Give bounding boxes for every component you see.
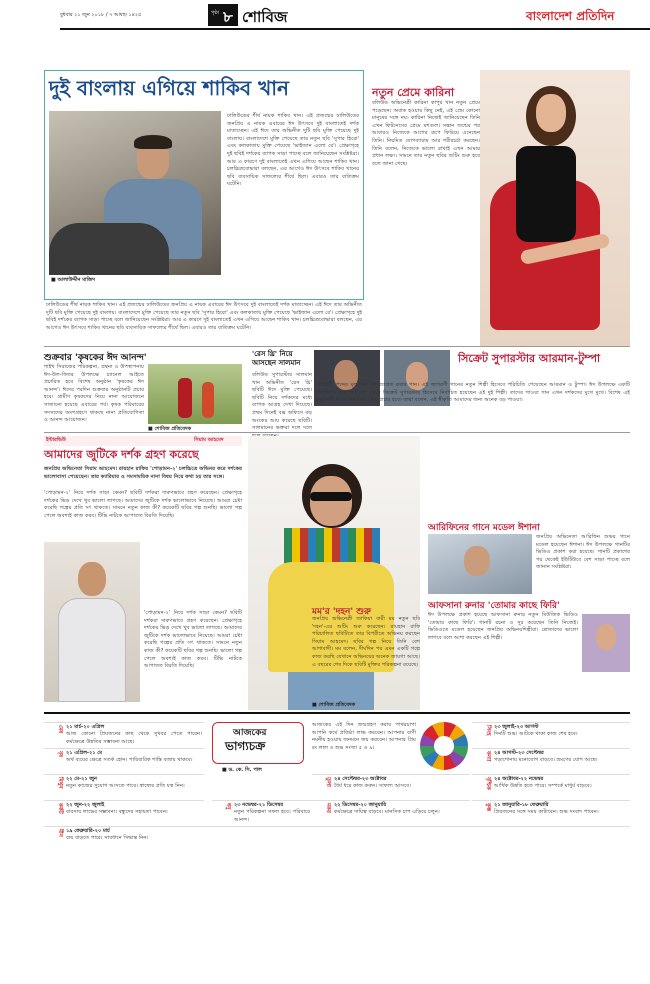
lead-body-lower: ঢালিউডের শীর্ষ নায়ক শাকিব খান। এই প্রজন্মের ঢালিউডের জনপ্রিয় এ নায়ক এবারের ঈদ উৎসবে দুই বাংলাতেই দর্শক মাতাচ্ছেন। এই ঈদে তার অভিনীত দুটি ছবি মুক্তি পেয়েছে দুই বাংলায়। বাংলাদেশে মুক্তি পেয়েছে তার নতুন ছবি 'সুপার হিরো' এবং কলকাতায় মুক্তি পেয়েছে 'ভাইজান এলো রে'। প্রেক্ষাগৃহে দুই ছবিই দর্শকের ব্যাপক সাড়া পাচ্ছে বলে জানিয়েছেন সংশ্লিষ্টরা। আর এ কারণে দুই বাংলাতেই এখন এগিয়ে আছেন শাকিব খান। চলচ্চিত্রবোদ্ধারা বলছেন, এর আগেও ঈদ উৎসবে শাকিব খানের ছবি ব্যবসায়িক সাফল্যের শীর্ষে ছিল। এবারও তার ব্যতিক্রম ঘটেনি।	[46, 302, 362, 331]
sign-name: বৃষ	[57, 751, 63, 758]
interview-kicker: ইন্টারভিউ	[46, 437, 66, 443]
sign-range: ২২ জুন-২২ জুলাই	[66, 802, 105, 808]
face-shape	[464, 546, 490, 576]
face-shape	[536, 94, 566, 132]
masthead	[0, 0, 650, 30]
sign-7	[312, 774, 470, 796]
kareena-photo	[480, 70, 630, 346]
suit-shape	[58, 598, 126, 702]
afsana-headline: আফসানা রুনার 'তোমার কাছে ফিরি'	[428, 601, 560, 611]
sign-text: নতুন পরিকল্পনা সফল হবে। পরিবারে আনন্দ।	[234, 809, 310, 823]
kareena-headline: নতুন প্রেমে কারিনা	[372, 86, 455, 99]
lead-photo	[49, 111, 221, 275]
sign-range: ২৪ সেপ্টেম্বর-২৩ অক্টোবর	[334, 776, 387, 782]
zodiac-wheel-icon	[420, 722, 468, 770]
sign-range: ২৩ নভেম্বর-২১ ডিসেম্বর	[234, 802, 284, 808]
sign-12	[44, 826, 630, 842]
sign-name: কুম্ভ	[485, 803, 491, 812]
lead-headline: দুই বাংলায় এগিয়ে শাকিব খান	[49, 76, 289, 100]
sign-name: কন্যা	[485, 751, 491, 762]
sign-name: মেষ	[57, 725, 63, 734]
sign-text: ধৈর্য ধরে কাজ করুন। সাফল্য আসবে।	[334, 783, 411, 789]
eid-headline: শুক্রবার 'কৃষকের ঈদ আনন্দ'	[44, 353, 147, 363]
sign-range: ২২ ডিসেম্বর-২০ জানুয়ারি	[334, 802, 387, 808]
sign-text: আর্থিক উন্নতি হতে পারে। সম্পর্কে মাধুর্য বাড়বে।	[494, 783, 592, 789]
sign-name: মকর	[325, 803, 331, 813]
salman-headline: 'রেস থ্রি' নিয়ে আসছেন সালমান	[252, 350, 301, 367]
face-shape	[78, 562, 106, 596]
divider	[44, 346, 630, 347]
kareena-story	[368, 70, 630, 346]
hair-shape	[134, 135, 172, 149]
secret-headline: সিক্রেট সুপারস্টার আরমান-টুম্পা	[458, 352, 601, 365]
mom-body: জনপ্রিয় অভিনেত্রী জাকিয়া বারী মম নতুন ছবি 'দহন'-এর শুটিং শুরু করেছেন। রায়হান রাফি পরিচালিত ছবিটিতে তার বিপরীতে অভিনয় করছেন সিয়াম আহমেদ। ছবির গল্প নিয়ে তিনি বেশ আশাবাদী। মম বলেন, দীর্ঘদিন পর এমন একটি গল্পে কাজ করছি যেখানে অভিনয়ের অনেক জায়গা আছে। এ বছরের শেষ দিকে ছবিটি মুক্তির পরিকল্পনা রয়েছে।	[312, 616, 420, 668]
interview-intro: জনপ্রিয় অভিনেতা সিয়াম আহমেদ। রায়হান রাফির 'পোড়ামন-২' চলচ্চিত্রে অভিনয় করে দর্শকের ভালোবাসা পেয়েছেন। তার ক্যারিয়ার ও সমসাময়িক নানা বিষয় নিয়ে কথা হয় তার সঙ্গে।	[44, 466, 242, 480]
masthead-rule	[60, 28, 650, 30]
sign-range: ২১ মার্চ-২০ এপ্রিল	[66, 724, 105, 730]
interview-body-lower: 'পোড়ামন-২' নিয়ে দর্শক সাড়া কেমন? ছবিটি দর্শকরা দারুণভাবে গ্রহণ করেছেন। প্রেক্ষাগৃহে দর্শকের ভিড় দেখে খুব ভালো লাগছে। আমাদের জুটিকে দর্শক ভালোভাবে নিয়েছে। আমরা চেষ্টা করেছি গল্পের প্রতি সৎ থাকতে। সামনে নতুন কাজ কী? কয়েকটি ছবির গল্প শুনছি। ভালো গল্প পেলে অবশ্যই কাজ করব। টিভি নাটকে আপাতত বিরতি দিয়েছি।	[144, 610, 242, 670]
dress-shape	[516, 146, 576, 242]
motorbike-shape	[49, 223, 169, 275]
sign-10	[312, 800, 470, 822]
sign-name: সিংহ	[485, 725, 491, 736]
salman-body: বলিউড সুপারস্টার সালমান খান অভিনীত 'রেস থ্রি' ছবিটি ঈদে মুক্তি পেয়েছে। ছবিটি নিয়ে দর্শকদের মধ্যে ব্যাপক আগ্রহ দেখা দিয়েছে। প্রথম দিনেই বক্স অফিসে বড় অংকের আয় করেছে ছবিটি। সালমানের ভক্তরা দলে দলে	[252, 372, 312, 432]
page-label: পৃষ্ঠা	[211, 10, 220, 16]
sign-range: ২১ এপ্রিল-২১ মে	[66, 750, 103, 756]
sign-text: নতুন কাজের সুযোগ আসতে পারে। স্বাস্থ্যের প্রতি যত্ন নিন।	[66, 783, 185, 789]
sign-text: অর্থ ব্যয়ের ক্ষেত্রে সতর্ক হোন। পারিবারিক শান্তি বজায় থাকবে।	[66, 757, 193, 763]
divider	[44, 432, 630, 433]
sign-text: প্রিয়জনের সঙ্গে সময় কাটাবেন। শুভ সংবাদ পাবেন।	[494, 809, 599, 815]
sign-name: কর্কট	[57, 803, 63, 814]
face-shape	[596, 624, 616, 650]
salman-story	[252, 350, 312, 432]
sign-text: আজ কোনো প্রিয়জনের কাছ থেকে সুখবর পেতে পারেন। কর্মক্ষেত্রে উন্নতির সম্ভাবনা আছে।	[66, 731, 202, 745]
interview-body: 'পোড়ামন-২' নিয়ে দর্শক সাড়া কেমন? ছবিটি দর্শকরা দারুণভাবে গ্রহণ করেছেন। প্রেক্ষাগৃহে দর্শকের ভিড় দেখে খুব ভালো লাগছে। আমাদের জুটিকে দর্শক ভালোভাবে নিয়েছে। আমরা চেষ্টা করেছি গল্পের প্রতি সৎ থাকতে। সামনে নতুন কাজ কী? কয়েকটি ছবির গল্প শুনছি। ভালো গল্প পেলে অবশ্যই কাজ করব। টিভি নাটকে আপাতত বিরতি দিয়েছি।	[44, 490, 242, 519]
horoscope-intro: আজকের এই দিন জন্মগ্রহণ করায় পাথরচাপা আপনি কর্মে প্রতিষ্ঠা লাভ করবেন। আপনার বাণী নমনীয় হওয়ায় জনমনে জয় করবেন। আপনার প্রিয় রং লাল ও শুভ সংখ্যা ৫ ও ৯।	[312, 722, 416, 751]
sign-2	[44, 748, 204, 770]
person-shape	[178, 378, 192, 418]
sign-text: ব্যয় বাড়তে পারে। সাবধানে সিদ্ধান্ত নিন।	[66, 835, 149, 841]
secret-body: 'জাগরণী' শব্দের মূল অর্থ হল জাগ্রত করার গান। এই জাগরণী গানের নতুন শিল্পী হিসেবে পরিচিতি পেয়েছেন আরমান ও টুম্পা। ঈদ উপলক্ষে একটি টেলিভিশন রিয়েলিটি শো থেকে সিক্রেট সুপারস্টার হিসেবে নির্বাচিত হয়েছেন এই দুই শিল্পী। তাদের গাওয়া গান এখন দর্শকদের মুখে মুখে। বিশেষ এই অনুষ্ঠানটি ঈদের দিন রাত ৯টায় প্রচার হবে। তারা বলেন, এই স্বীকৃতি আমাদের জন্য অনেক বড় পাওয়া।	[314, 382, 630, 404]
eid-body: শাইখ সিরাজের পরিকল্পনা, গ্রন্থনা ও উপস্থাপনায় ঈদ-উল-ফিতর উপলক্ষে চ্যানেল আইতে প্রচারিত হবে বিশেষ অনুষ্ঠান 'কৃষকের ঈদ আনন্দ'। ঈদের পরদিন শুক্রবার অনুষ্ঠানটি প্রচার হবে। গ্রামীণ কৃষকদের নিয়ে নানা আয়োজনে সাজানো হয়েছে এবারের পর্ব। কৃষক পরিবারের সদস্যদের অংশগ্রহণে থাকছে নানা প্রতিযোগিতা ও আনন্দ আয়োজন।	[44, 364, 144, 424]
sign-range: ২৪ আগস্ট-২৩ সেপ্টেম্বর	[494, 750, 544, 756]
sign-range: ২৪ অক্টোবর-২২ নভেম্বর	[494, 776, 544, 782]
scarf-shape	[284, 528, 380, 564]
kareena-body: বলিউড অভিনেত্রী কারিনা কাপুর খান নতুন প্রেমে পড়েছেন। অবাক হওয়ার কিছু নেই, এই প্রেম কোনো মানুষের সঙ্গে নয়। কারিনা নিজেই জানিয়েছেন তিনি এখন ফিটনেসের প্রেমে মশগুল। সন্তান জন্মের পর আবারও নিজেকে আগের রূপে ফিরিয়ে এনেছেন তিনি। নিয়মিত যোগব্যায়াম আর শরীরচর্চা করছেন। তিনি বলেন, নিজেকে ভালো রাখাই এখন আমার প্রধান লক্ষ্য। সামনে তার নতুন ছবির শুটিং শুরু হবে বলে জানা গেছে।	[372, 100, 480, 167]
eid-byline: ■ শোবিজ প্রতিবেদক	[148, 426, 192, 432]
sign-8	[472, 774, 630, 796]
afsana-body: ঈদ উপলক্ষে প্রকাশ হয়েছে আফসানা রুনার নতুন মিউজিক ভিডিও 'তোমার কাছে ফিরি'। গানটি রচনা ও সুর করেছেন তিনি নিজেই। ভিডিওতে মডেল হয়েছেন জনপ্রিয় অভিনয়শিল্পীরা। শ্রোতাদের ভালো লাগবে বলে আশা করছেন এই শিল্পী।	[428, 612, 578, 641]
horoscope-astrologer: ■ ড. কে. সি. পাল	[222, 767, 262, 773]
sign-11	[472, 800, 630, 822]
page-number-box	[208, 4, 238, 26]
eid-photo	[148, 364, 242, 424]
person-shape	[202, 382, 214, 418]
paper-name: বাংলাদেশ প্রতিদিন	[526, 9, 615, 23]
interview-headline: আমাদের জুটিকে দর্শক গ্রহণ করেছে	[44, 448, 199, 461]
section-name: শোবিজ	[242, 8, 288, 26]
face-shape	[310, 476, 352, 526]
lead-story	[44, 70, 364, 300]
siam-photo	[44, 542, 140, 702]
sign-3	[44, 774, 204, 796]
sign-name: ধনু	[225, 803, 231, 810]
horoscope-title-1: আজকের	[233, 728, 267, 738]
lead-byline: ■ আলাউদ্দীন মাজিদ	[51, 277, 95, 283]
sign-text: দিনটি শুভ। আটকে থাকা কাজ শেষ হবে।	[494, 731, 578, 737]
horoscope-title-2: ভাগ্যচক্র	[225, 739, 266, 753]
mom-byline: ■ শোবিজ প্রতিবেদক	[312, 702, 356, 708]
page-number: ৮	[223, 8, 233, 26]
eid-story	[44, 350, 242, 432]
sign-range: ২১ জানুয়ারি-১৮ ফেব্রুয়ারি	[494, 802, 549, 808]
sign-range: ২৩ জুলাই-২৩ আগস্ট	[494, 724, 539, 730]
sign-text: পড়াশোনায় মনোযোগ বাড়বে। ভ্রমণের যোগ আছে।	[494, 757, 598, 763]
sign-9	[212, 800, 312, 822]
interview-subject: সিয়াম আহমেদ	[194, 437, 224, 443]
arifin-photo	[428, 534, 532, 594]
sign-text: কর্মক্ষেত্রে দায়িত্ব বাড়বে। মানসিক চাপ এড়িয়ে চলুন।	[334, 809, 440, 815]
sign-name: বৃশ্চিক	[485, 777, 491, 790]
sign-1	[44, 722, 204, 744]
arifin-headline: আরিফিনের গানে মডেল ঈশানা	[428, 523, 540, 533]
sign-text: ব্যবসায় লাভের সম্ভাবনা। বন্ধুদের সহায়তা পাবেন।	[66, 809, 168, 815]
sunglasses-shape	[310, 492, 352, 501]
zodiac-center	[434, 736, 454, 756]
sign-6	[472, 748, 630, 770]
arifin-body: জনপ্রিয় অভিনেতা আরিফিন শুভর গানে মডেল হয়েছেন ঈশানা। ঈদ উপলক্ষে গানটির ভিডিও প্রকাশ করা হয়েছে। গানটি প্রকাশের পর থেকেই ইউটিউবে বেশ সাড়া পাচ্ছে বলে জানান সংশ্লিষ্টরা।	[536, 534, 630, 571]
issue-date: বুধবার ২১ জুন ২০১৮ / ৭ আষাঢ় ১৪২৫	[60, 12, 142, 18]
lead-body: ঢালিউডের শীর্ষ নায়ক শাকিব খান। এই প্রজন্মের ঢালিউডের জনপ্রিয় এ নায়ক এবারের ঈদ উৎসবে দুই বাংলাতেই দর্শক মাতাচ্ছেন। এই ঈদে তার অভিনীত দুটি ছবি মুক্তি পেয়েছে দুই বাংলায়। বাংলাদেশে মুক্তি পেয়েছে তার নতুন ছবি 'সুপার হিরো' এবং কলকাতায় মুক্তি পেয়েছে 'ভাইজান এলো রে'। প্রেক্ষাগৃহে দুই ছবিই দর্শকের ব্যাপক সাড়া পাচ্ছে বলে জানিয়েছেন সংশ্লিষ্টরা। আর এ কারণে দুই বাংলাতেই এখন এগিয়ে আছেন শাকিব খান। চলচ্চিত্রবোদ্ধারা বলছেন, এর আগেও ঈদ উৎসবে শাকিব খানের ছবি ব্যবসায়িক সাফল্যের শীর্ষে ছিল। এবারও তার ব্যতিক্রম ঘটেনি।	[227, 113, 359, 188]
sign-4	[44, 800, 204, 822]
horoscope-rule	[44, 712, 630, 714]
sign-name: তুলা	[325, 777, 331, 787]
sign-range: ২২ মে-২১ জুন	[66, 776, 97, 782]
sign-range: ১৯ ফেব্রুয়ারি-২০ মার্চ	[66, 828, 110, 834]
afsana-photo	[582, 614, 630, 672]
sign-name: মিথুন	[57, 777, 63, 789]
mom-headline: মম'র 'দহন' শুরু	[312, 607, 371, 617]
sign-name: মীন	[57, 829, 63, 837]
sign-5	[472, 722, 630, 744]
horoscope-box	[212, 722, 304, 764]
